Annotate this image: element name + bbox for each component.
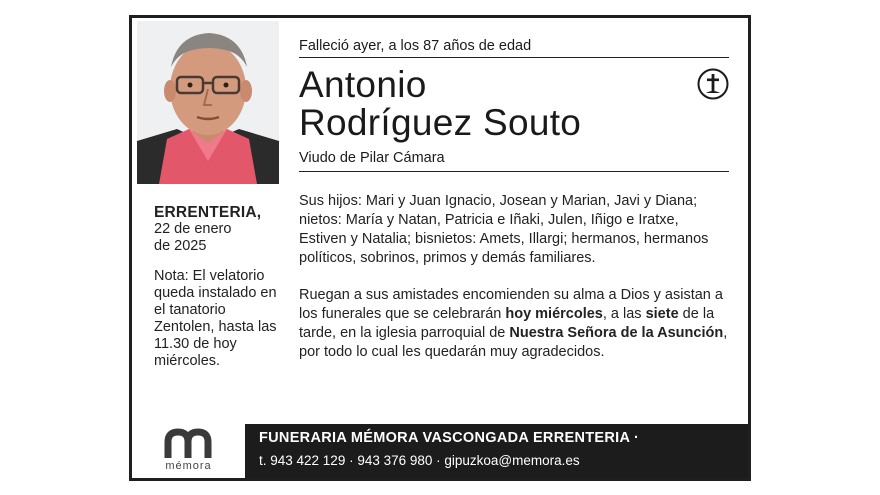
deceased-photo <box>137 21 279 184</box>
family-paragraph: Sus hijos: Mari y Juan Ignacio, Josean y Marian, Javi y Diana; nietos: María y Natan, Patricia e Iñaki, Julen, Iñigo e Iratxe, Estiven y Natalia; bisnietos: Amets, Illargi; hermanos, hermanos políticos, sobrinos, primos y demás familiares. <box>299 193 709 266</box>
wake-note: Nota: El velatorio queda instalado en el tanatorio Zentolen, hasta las 11.30 de hoy miércoles. <box>154 268 277 369</box>
cross-in-circle-icon <box>697 68 729 100</box>
place-label: ERRENTERIA, <box>154 204 262 221</box>
location-date-column <box>154 204 289 370</box>
funeral-home-footer <box>132 424 748 478</box>
request-paragraph: Ruegan a sus amistades encomienden su alma a Dios y asistan a los funerales que se celebrarán hoy miércoles, a las siete de la tarde, en la iglesia parroquial de Nuestra Señora de la Asunción, por todo lo cual les quedarán muy agradecidos. <box>299 287 728 360</box>
deceased-name <box>299 66 729 142</box>
funeral-home-name: FUNERARIA MÉMORA VASCONGADA ERRENTERIA · <box>259 430 640 446</box>
name-line-2: Rodríguez Souto <box>299 102 582 143</box>
widow-line: Viudo de Pilar Cámara <box>299 150 729 172</box>
date-line-2: de 2025 <box>154 238 207 254</box>
death-intro: Falleció ayer, a los 87 años de edad <box>299 38 729 58</box>
obituary-body <box>299 192 729 362</box>
logo-wordmark: mémora <box>165 460 212 472</box>
name-line-1: Antonio <box>299 64 427 105</box>
obituary-card <box>129 15 751 481</box>
memora-m-logo-icon <box>132 424 245 464</box>
funeral-home-contact: t. 943 422 129 · 943 376 980 · gipuzkoa@memora.es <box>259 453 580 468</box>
memora-logo <box>132 424 245 478</box>
main-column <box>299 38 729 380</box>
date-line-1: 22 de enero <box>154 221 232 237</box>
